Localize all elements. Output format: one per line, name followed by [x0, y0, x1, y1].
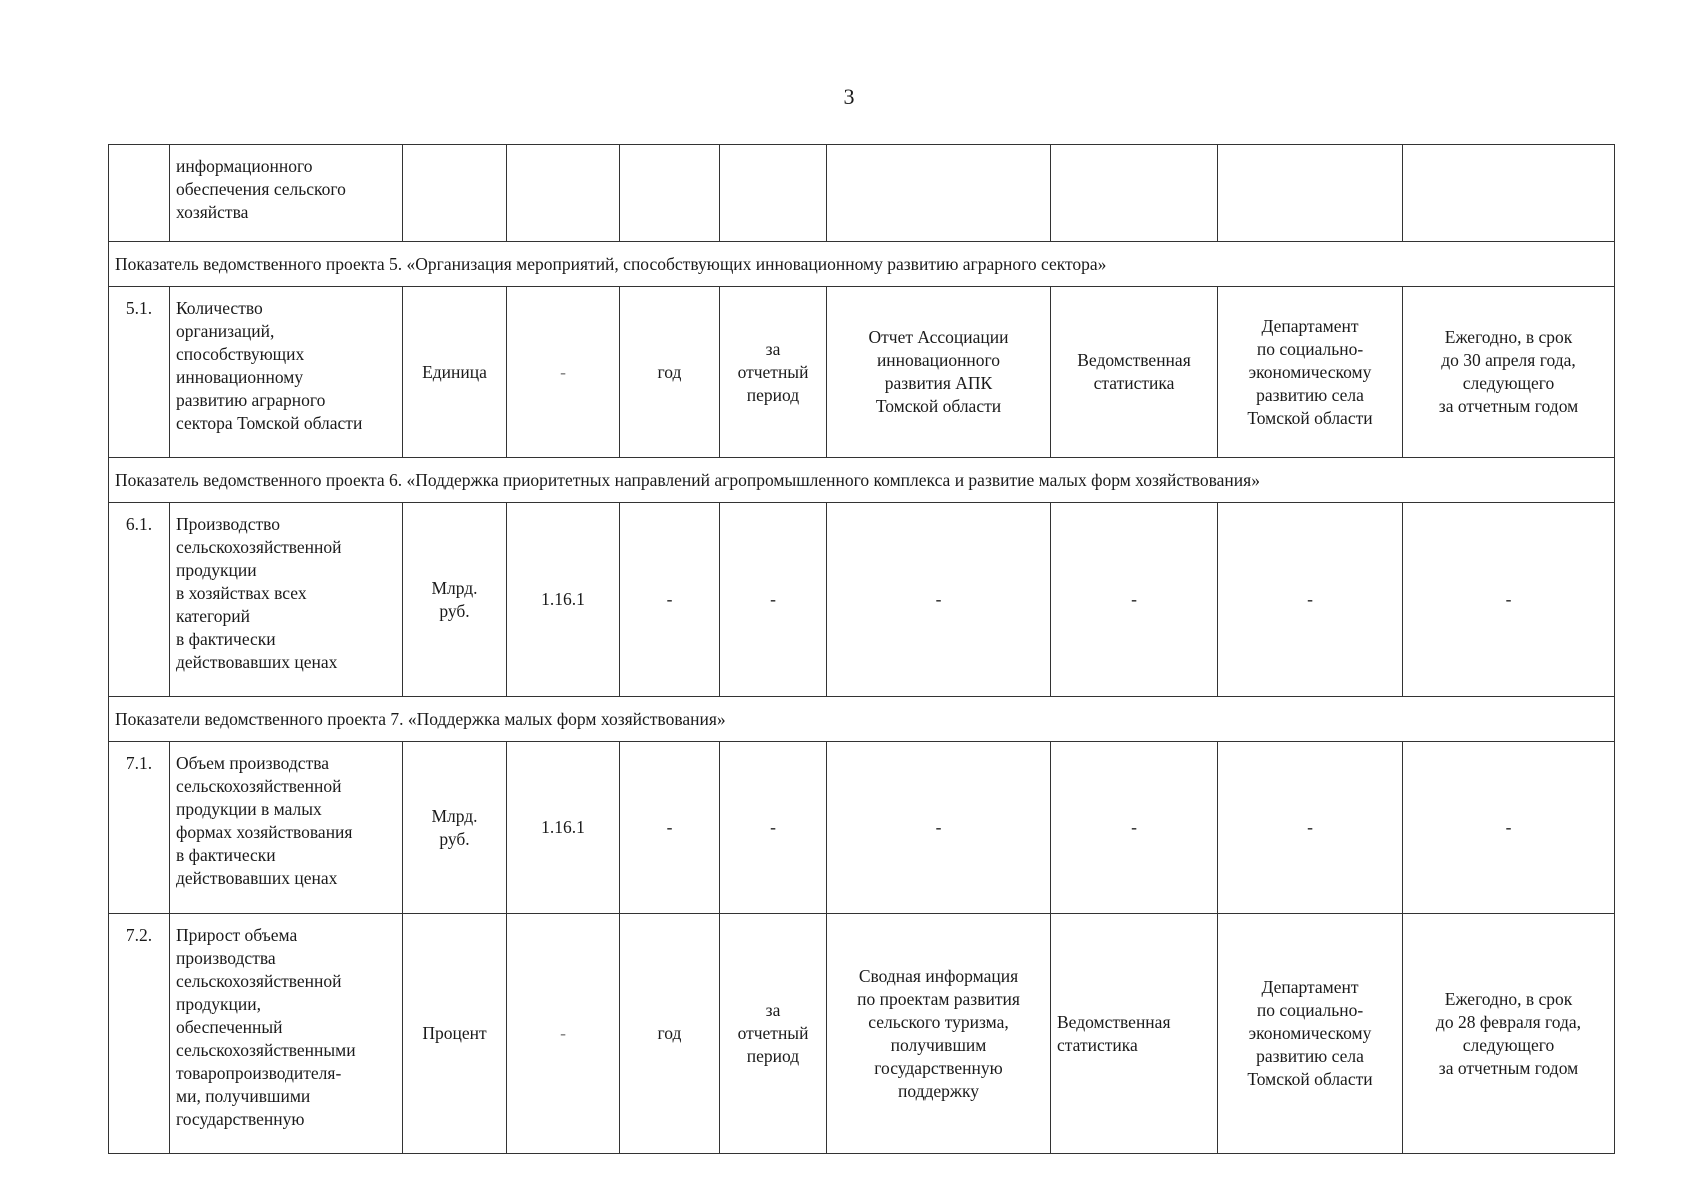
table-row	[109, 742, 1615, 914]
unit-cell-line: руб.	[439, 600, 470, 621]
unit-cell	[403, 287, 507, 458]
indicator-name-line: в фактически	[176, 629, 276, 649]
source-cell	[827, 145, 1051, 242]
responsible-cell-line: по социально-	[1256, 1000, 1364, 1020]
indicator-name-line: сельскохозяйственной	[176, 537, 342, 557]
indicator-name-line: товаропроизводителя-	[176, 1063, 342, 1083]
responsible-cell-line: экономическому	[1248, 361, 1372, 382]
deadline-cell	[1403, 503, 1615, 697]
deadline-cell	[1403, 145, 1615, 242]
unit-cell	[403, 914, 507, 1154]
code-cell: -	[507, 287, 620, 458]
deadline-cell-line: Ежегодно, в срок	[1444, 988, 1573, 1009]
table-row	[109, 145, 1615, 242]
source-cell	[827, 742, 1051, 914]
indicator-name	[170, 145, 403, 242]
indicator-name-line: действовавших ценах	[176, 868, 338, 888]
indicator-number: 6.1.	[109, 503, 170, 697]
source-cell-line: поддержку	[897, 1080, 980, 1101]
unit-cell-line: Единица	[422, 361, 487, 382]
section-title: Показатель ведомственного проекта 5. «Организация мероприятий, способствующих инновационному развитию аграрного сектора»	[109, 242, 1615, 287]
indicator-number: 7.1.	[109, 742, 170, 914]
period-cell	[720, 287, 827, 458]
indicator-name-line: Объем производства	[176, 753, 330, 773]
source-cell	[827, 287, 1051, 458]
indicator-name	[170, 287, 403, 458]
section-title: Показатели ведомственного проекта 7. «Поддержка малых форм хозяйствования»	[109, 697, 1615, 742]
deadline-cell-line: следующего	[1462, 1034, 1555, 1055]
indicator-name-line: сельскохозяйственной	[176, 776, 342, 796]
indicator-name-line: действовавших ценах	[176, 652, 338, 672]
indicator-name-line: способствующих	[176, 344, 305, 364]
deadline-cell-line: за отчетным годом	[1438, 1057, 1579, 1078]
responsible-cell-line: -	[1307, 589, 1313, 609]
indicator-name-line: продукции,	[176, 994, 261, 1014]
responsible-cell-line: экономическому	[1248, 1023, 1372, 1043]
periodicity-cell: -	[620, 503, 720, 697]
indicator-number: 5.1.	[109, 287, 170, 458]
source-cell-line: по проектам развития	[857, 988, 1020, 1009]
indicator-number: 7.2.	[109, 914, 170, 1154]
method-cell: -	[1051, 742, 1218, 914]
deadline-cell-line: до 30 апреля года,	[1441, 350, 1576, 370]
table-row	[109, 287, 1615, 458]
unit-cell	[403, 503, 507, 697]
indicator-name-line: производства	[176, 948, 276, 968]
unit-cell-line: Млрд.	[431, 805, 478, 826]
source-cell-line: получившим	[890, 1034, 987, 1055]
deadline-cell-line: до 28 февраля года,	[1435, 1011, 1582, 1032]
period-cell-line: -	[770, 589, 776, 609]
method-cell	[1051, 145, 1218, 242]
period-cell	[720, 742, 827, 914]
method-cell: -	[1051, 503, 1218, 697]
responsible-cell	[1218, 287, 1403, 458]
responsible-cell-line: развитию села	[1256, 384, 1364, 405]
indicator-name-line: Прирост объема	[176, 925, 298, 945]
period-cell-line: отчетный	[737, 361, 809, 382]
section-row	[109, 697, 1615, 742]
responsible-cell	[1218, 145, 1403, 242]
indicator-name-line: сельскохозяйственными	[176, 1040, 356, 1060]
indicator-name-line: обеспечения сельского	[176, 179, 346, 199]
source-cell-line: Томской области	[875, 396, 1002, 416]
periodicity-cell: -	[620, 742, 720, 914]
indicator-name-line: ми, получившими	[176, 1086, 311, 1106]
indicator-name	[170, 914, 403, 1154]
indicator-name-line: государственную	[176, 1109, 305, 1129]
indicator-number	[109, 145, 170, 242]
deadline-cell	[1403, 914, 1615, 1154]
unit-cell	[403, 742, 507, 914]
deadline-cell-line: -	[1505, 817, 1512, 837]
deadline-cell-line: следующего	[1462, 373, 1555, 393]
code-cell	[507, 145, 620, 242]
section-row	[109, 458, 1615, 503]
code-cell: -	[507, 914, 620, 1154]
table-row	[109, 914, 1615, 1154]
indicator-name-line: Количество	[176, 298, 263, 318]
period-cell	[720, 503, 827, 697]
source-cell-line: сельского туризма,	[868, 1011, 1009, 1032]
period-cell	[720, 914, 827, 1154]
source-cell-line: Сводная информация	[858, 965, 1019, 986]
source-cell-line: -	[935, 589, 942, 609]
unit-cell-line: Процент	[422, 1023, 487, 1043]
deadline-cell	[1403, 742, 1615, 914]
method-cell: Ведомственная статистика	[1051, 914, 1218, 1154]
responsible-cell	[1218, 914, 1403, 1154]
indicator-name	[170, 742, 403, 914]
responsible-cell-line: Департамент	[1261, 977, 1359, 997]
periodicity-cell: год	[620, 914, 720, 1154]
method-cell: Ведомственная статистика	[1051, 287, 1218, 458]
indicator-name-line: инновационному	[176, 367, 304, 387]
responsible-cell-line: развитию села	[1256, 1046, 1364, 1066]
source-cell-line: Отчет Ассоциации	[868, 327, 1009, 347]
code-cell: 1.16.1	[507, 742, 620, 914]
indicator-name	[170, 503, 403, 697]
indicator-name-line: информационного	[176, 156, 313, 176]
indicator-name-line: в фактически	[176, 845, 276, 865]
period-cell-line: период	[746, 384, 800, 405]
deadline-cell-line: -	[1505, 589, 1512, 609]
page-number: 3	[843, 84, 855, 109]
indicator-name-line: организаций,	[176, 321, 275, 341]
indicator-name-line: хозяйства	[176, 202, 249, 222]
source-cell-line: -	[935, 817, 942, 837]
period-cell	[720, 145, 827, 242]
source-cell-line: развития АПК	[884, 373, 993, 393]
code-cell: 1.16.1	[507, 503, 620, 697]
periodicity-cell: год	[620, 287, 720, 458]
unit-cell	[403, 145, 507, 242]
period-cell-line: за	[765, 1000, 781, 1020]
section-row	[109, 242, 1615, 287]
period-cell-line: период	[746, 1046, 800, 1066]
responsible-cell	[1218, 503, 1403, 697]
source-cell-line: инновационного	[876, 350, 1001, 370]
indicator-name-line: категорий	[176, 606, 250, 626]
indicator-name-line: обеспеченный	[176, 1017, 283, 1037]
indicator-name-line: Производство	[176, 514, 281, 534]
indicator-name-line: сектора Томской области	[176, 413, 363, 433]
unit-cell-line: руб.	[439, 828, 470, 849]
responsible-cell-line: -	[1307, 817, 1313, 837]
indicator-name-line: продукции	[176, 560, 257, 580]
table-row	[109, 503, 1615, 697]
source-cell-line: государственную	[874, 1057, 1003, 1078]
table-body	[109, 145, 1615, 1154]
deadline-cell-line: Ежегодно, в срок	[1444, 327, 1573, 347]
unit-cell-line: Млрд.	[431, 577, 478, 598]
indicator-name-line: развитию аграрного	[176, 390, 326, 410]
indicator-name-line: формах хозяйствования	[176, 822, 353, 842]
section-title: Показатель ведомственного проекта 6. «Поддержка приоритетных направлений агропромышленного комплекса и развитие малых форм хозяйствования»	[109, 458, 1615, 503]
period-cell-line: -	[770, 817, 776, 837]
responsible-cell-line: Томской области	[1247, 1069, 1373, 1089]
indicator-name-line: сельскохозяйственной	[176, 971, 342, 991]
deadline-cell-line: за отчетным годом	[1438, 396, 1579, 416]
responsible-cell	[1218, 742, 1403, 914]
source-cell	[827, 503, 1051, 697]
periodicity-cell	[620, 145, 720, 242]
deadline-cell	[1403, 287, 1615, 458]
period-cell-line: отчетный	[737, 1023, 809, 1043]
indicator-name-line: продукции в малых	[176, 799, 322, 819]
source-cell	[827, 914, 1051, 1154]
period-cell-line: за	[765, 338, 781, 359]
responsible-cell-line: Томской области	[1247, 407, 1373, 428]
indicators-table	[108, 144, 1615, 1154]
indicator-name-line: в хозяйствах всех	[176, 583, 307, 603]
responsible-cell-line: по социально-	[1256, 338, 1364, 359]
responsible-cell-line: Департамент	[1261, 315, 1359, 336]
